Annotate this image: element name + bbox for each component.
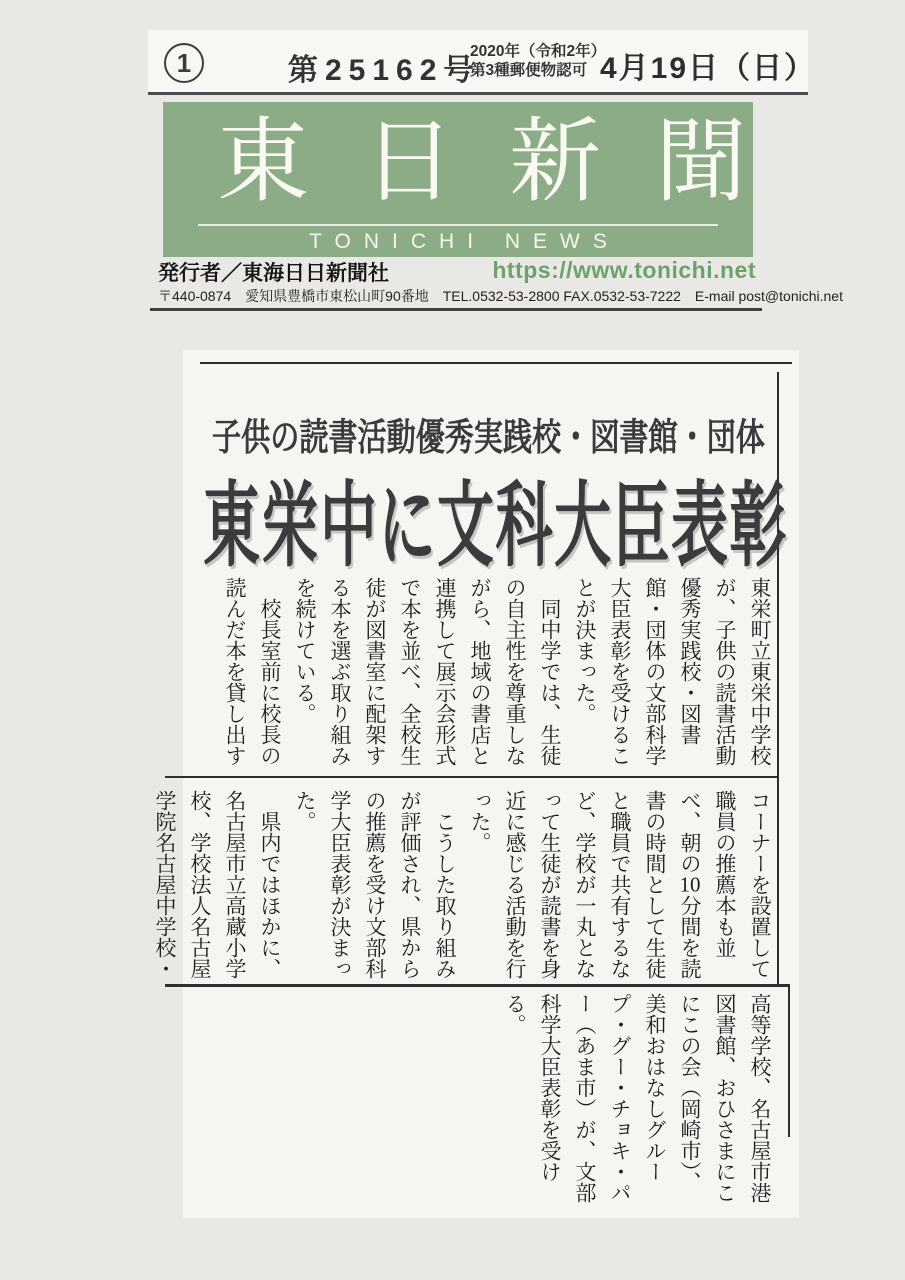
publisher-address: 〒440-0874 愛知県豊橋市東松山町90番地 TEL.0532-53-2800 FAX.0532-53-7222 E-mail post@tonichi.net bbox=[158, 288, 843, 304]
section-divider-2 bbox=[165, 984, 790, 987]
article-body-section-2: コーナーを設置して職員の推薦本も並べ、朝の10分間を読書の時間として生徒と職員で共有するなど、学校が一丸となって生徒が読書を身近に感じる活動を行った。 こうした取り組みが評価され、県からの推薦を受け文部科学大臣表彰が決まった。 県内ではほかに、名古屋市立高蔵小学校、学校法人名古屋学院名古屋中学校・ bbox=[153, 790, 772, 979]
masthead-subtitle: TONICHI NEWS bbox=[309, 230, 620, 253]
article-right-border-lower bbox=[788, 985, 790, 1137]
header-strip bbox=[148, 30, 817, 94]
article-kicker: 子供の読書活動優秀実践校・図書館・団体 bbox=[212, 417, 765, 459]
masthead bbox=[163, 102, 802, 257]
postal-approval-line1: 2020年（令和2年） bbox=[470, 43, 607, 60]
page-number-badge: 1 bbox=[164, 43, 204, 83]
publisher-url: https://www.tonichi.net bbox=[492, 257, 756, 283]
issue-number: 第25162号 bbox=[288, 54, 481, 87]
publisher-row bbox=[158, 257, 758, 283]
postal-approval bbox=[470, 42, 606, 80]
section-divider-1 bbox=[165, 776, 777, 778]
article-body-section-1: 東栄町立東栄中学校が、子供の読書活動優秀実践校・図書館・団体の文部科学大臣表彰を受けることが決まった。 同中学では、生徒の自主性を尊重しながら、地域の書店と連携して展示会形式で本を並べ、全校生徒が図書室に配架する本を選ぶ取り組みを続けている。 校長室前に校長の読んだ本を貸し出す bbox=[223, 577, 772, 766]
header-underline bbox=[148, 92, 808, 95]
issue-date: 4月19日（日） bbox=[600, 52, 817, 85]
article-body-section-3: 高等学校、名古屋市港図書館、おひさまにこにこの会（岡崎市）、美和おはなしグループ・グー・チョキ・パー（あま市）が、文部科学大臣表彰を受ける。 bbox=[503, 993, 772, 1203]
article-headline: 東栄中に文科大臣表彰 bbox=[203, 474, 788, 579]
postal-approval-line2: 第3種郵便物認可 bbox=[470, 62, 588, 79]
publisher-rule bbox=[150, 308, 762, 311]
publisher-name: 発行者／東海日日新聞社 bbox=[158, 262, 389, 285]
masthead-title: 東日新聞 bbox=[217, 111, 802, 213]
article-top-border bbox=[200, 362, 792, 364]
masthead-divider bbox=[198, 224, 718, 226]
